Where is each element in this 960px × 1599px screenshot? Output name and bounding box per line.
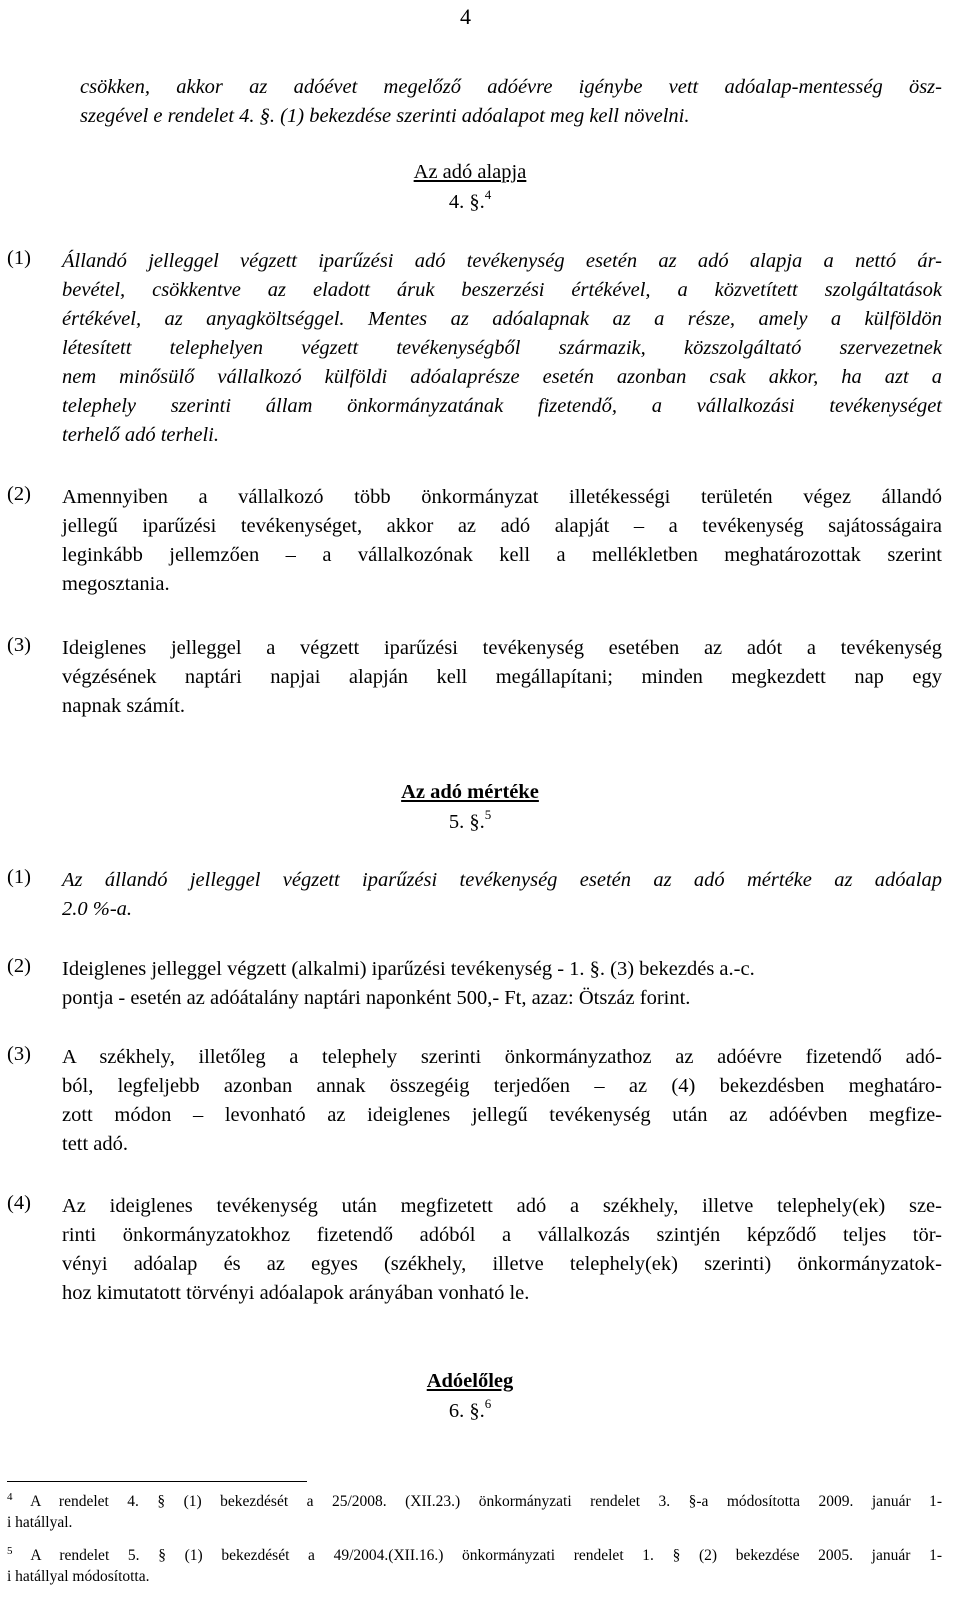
s5-p4-line: vényi adóalap és az egyes (székhely, illetve telephely(ek) szerinti) önkormányzatok- — [62, 1253, 942, 1275]
s4-p3-line: végzésének naptári napjai alapján kell megállapítani; minden megkezdett nap egy — [62, 666, 942, 688]
s5-p2-line: Ideiglenes jelleggel végzett (alkalmi) iparűzési tevékenység - 1. §. (3) bekezdés a.-c. — [62, 958, 755, 980]
intro-line: csökken, akkor az adóévet megelőző adóévre igénybe vett adóalap-mentesség ösz- — [80, 76, 942, 98]
s4-p3 — [62, 634, 942, 721]
s5-p1-line: Az állandó jelleggel végzett iparűzési tevékenység esetén az adó mértéke az adóalap — [62, 869, 942, 891]
s4-p2-line: Amennyiben a vállalkozó több önkormányzat illetékességi területén végez állandó — [62, 486, 942, 508]
paragraph-number: (1) — [7, 866, 31, 888]
footnote-ref-6: 6 — [484, 1396, 492, 1411]
s4-p1-line: értékével, az anyagköltséggel. Mentes az adóalapnak az a része, amely a külföldön — [62, 308, 942, 330]
s5-p3-line: zott módon – levonható az ideiglenes jellegű tevékenység után az adóévben megfize- — [62, 1104, 942, 1126]
section-number-text: 5. §. — [448, 811, 485, 833]
section-5-number — [0, 807, 940, 834]
s4-p2 — [62, 483, 942, 599]
paragraph-number: (3) — [7, 634, 31, 656]
s4-p2-line: leginkább jellemzően – a vállalkozónak kell a mellékletben meghatározottak szerint — [62, 544, 942, 566]
s4-p1-line: Állandó jelleggel végzett iparűzési adó tevékenység esetén az adó alapja a nettó ár- — [62, 250, 942, 272]
section-6-number — [0, 1396, 940, 1423]
intro-line: szegével e rendelet 4. §. (1) bekezdése szerinti adóalapot meg kell növelni. — [80, 105, 690, 127]
s4-p2-line: megosztania. — [62, 573, 170, 595]
s5-p4-line: rinti önkormányzatokhoz fizetendő adóból a vállalkozás szintjén képződő teljes tör- — [62, 1224, 942, 1246]
footnote-line: i hatállyal. — [7, 1514, 73, 1531]
section-5-heading: Az adó mértéke — [401, 781, 539, 803]
s4-p1 — [62, 247, 942, 450]
footnote-line — [7, 1545, 942, 1566]
s4-p3-line: napnak számít. — [62, 695, 185, 717]
paragraph-number: (4) — [7, 1192, 31, 1214]
s5-p3-line: ból, legfeljebb azonban annak összegéig terjedően – az (4) bekezdésben meghatáro- — [62, 1075, 942, 1097]
section-4-heading: Az adó alapja — [413, 161, 527, 183]
s5-p1 — [62, 866, 942, 924]
footnote-text: A rendelet 5. § (1) bekezdését a 49/2004.(XII.16.) önkormányzati rendelet 1. § (2) bekezdése 2005. január 1- — [12, 1547, 942, 1564]
s5-p4-line: hoz kimutatott törvényi adóalapok arányában vonható le. — [62, 1282, 530, 1304]
s4-p2-line: jellegű iparűzési tevékenységet, akkor az adó alapját – a tevékenység sajátosságaira — [62, 515, 942, 537]
s5-p3-line: tett adó. — [62, 1133, 129, 1155]
s5-p1-line: 2.0 %-a. — [62, 898, 133, 920]
page-number: 4 — [460, 4, 471, 29]
footnote-separator — [7, 1481, 307, 1482]
s4-p1-line: telephely szerinti állam önkormányzatának fizetendő, a vállalkozási tevékenységet — [62, 395, 942, 417]
footnote-line: i hatállyal módosította. — [7, 1568, 150, 1585]
footnote-line — [7, 1491, 942, 1512]
footnote-5 — [7, 1545, 942, 1587]
paragraph-number: (3) — [7, 1043, 31, 1065]
footnote-4 — [7, 1491, 942, 1533]
s4-p1-line: létesített telephelyen végzett tevékenységből származik, közszolgáltató szervezetnek — [62, 337, 942, 359]
intro-paragraph — [80, 73, 942, 131]
footnote-text: A rendelet 4. § (1) bekezdését a 25/2008. (XII.23.) önkormányzati rendelet 3. §-a módosította 2009. január 1- — [12, 1493, 942, 1510]
s4-p3-line: Ideiglenes jelleggel a végzett iparűzési tevékenység esetében az adót a tevékenység — [62, 637, 942, 659]
s5-p4 — [62, 1192, 942, 1308]
paragraph-number: (2) — [7, 955, 31, 977]
footnote-mark: 5 — [7, 1545, 13, 1557]
s5-p2 — [62, 955, 942, 1013]
section-6-heading: Adóelőleg — [426, 1370, 514, 1392]
paragraph-number: (1) — [7, 247, 31, 269]
section-4-number — [0, 187, 940, 214]
footnote-ref-5: 5 — [484, 807, 492, 822]
s5-p3 — [62, 1043, 942, 1159]
footnote-mark: 4 — [7, 1491, 13, 1503]
s4-p1-line: terhelő adó terheli. — [62, 424, 219, 446]
footnote-ref-4: 4 — [484, 187, 492, 202]
paragraph-number: (2) — [7, 483, 31, 505]
s5-p4-line: Az ideiglenes tevékenység után megfizetett adó a székhely, illetve telephely(ek) sze- — [62, 1195, 942, 1217]
s4-p1-line: nem minősülő vállalkozó külföldi adóalaprésze esetén azonban csak akkor, ha azt a — [62, 366, 942, 388]
section-number-text: 4. §. — [448, 191, 485, 213]
s5-p2-line: pontja - esetén az adóátalány naptári naponként 500,- Ft, azaz: Ötszáz forint. — [62, 987, 691, 1009]
s5-p3-line: A székhely, illetőleg a telephely szerinti önkormányzathoz az adóévre fizetendő adó- — [62, 1046, 942, 1068]
s4-p1-line: bevétel, csökkentve az eladott áruk beszerzési értékével, a közvetített szolgáltatások — [62, 279, 942, 301]
section-number-text: 6. §. — [448, 1400, 485, 1422]
